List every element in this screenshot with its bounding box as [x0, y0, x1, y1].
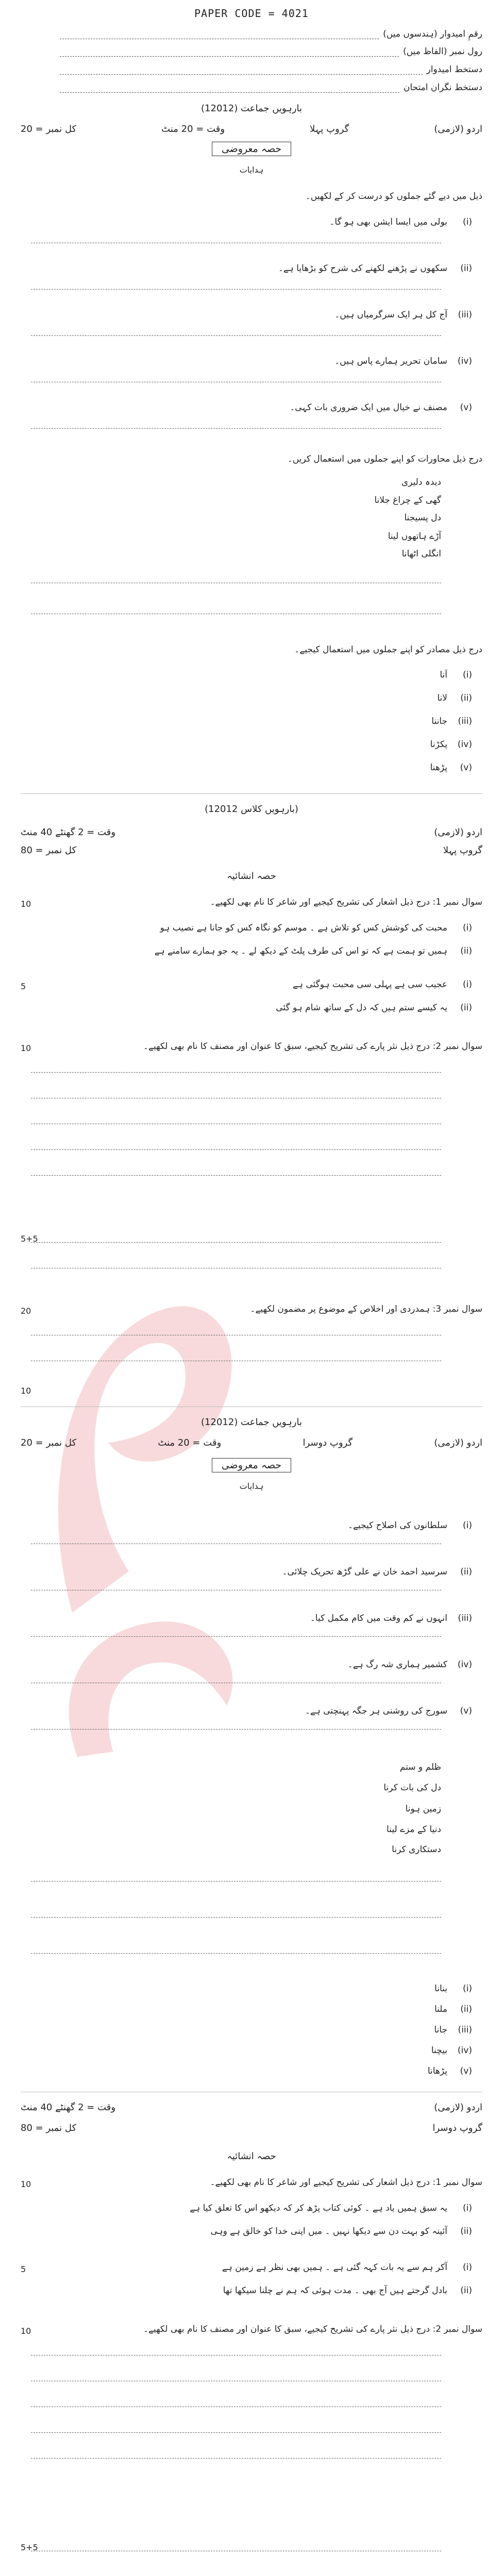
subj2-q1: سوال نمبر 1: درج ذیل اشعار کی تشریح کیجیے اور شاعر کا نام بھی لکھیے۔ [210, 2177, 482, 2188]
subj2-verse-1: (i)یہ سبق ہمیں یاد ہے ۔ کوئی کتاب پڑھ کر کہ دیکھو اس کا تعلق کیا ہے [190, 2203, 472, 2213]
objective-1-header [21, 124, 482, 134]
obj1-idiom-3: دل پسیجنا [404, 513, 441, 523]
obj1-verb-2: (ii)لانا [437, 693, 472, 703]
answer-line[interactable] [31, 1543, 441, 1544]
answer-line[interactable] [31, 1097, 441, 1098]
subj1-class-line: (بارہویں کلاس 12012) [205, 804, 298, 815]
answer-line[interactable] [31, 1175, 441, 1176]
paper-code: PAPER CODE = 4021 [194, 7, 309, 20]
obj2-instructions: ہدایات [239, 1481, 264, 1491]
obj1-verb-4: (iv)پکڑنا [430, 739, 472, 750]
obj2-group: گروپ دوسرا [303, 1437, 353, 1448]
answer-line[interactable] [31, 289, 441, 290]
obj1-idiom-2: گھی کے چراغ جلانا [374, 495, 441, 505]
subj2-verse-2: (ii)آئینہ کو بہت دن سے دیکھا نہیں ۔ میں اپنی خدا کو خالق ہے وہی [210, 2226, 472, 2236]
answer-line[interactable] [31, 1149, 441, 1150]
obj2-idiom-3: زمین ہونا [405, 1804, 441, 1814]
answer-line[interactable] [31, 613, 441, 614]
subj1-title: حصہ انشائیہ [227, 871, 276, 882]
candidate-signature-label: دستخط امیدوار [426, 64, 482, 75]
obj1-sentence-4: (iv)سامان تحریر ہمارے پاس ہیں۔ [334, 356, 472, 366]
answer-line[interactable] [31, 1072, 441, 1073]
obj1-idiom-1: دیدہ دلیری [401, 477, 441, 487]
obj2-verb-1: (i)بنانا [434, 1984, 472, 1994]
obj1-idiom-4: آڑے ہاتھوں لینا [388, 531, 441, 541]
subj1-subject: اردو (لازمی) [434, 827, 482, 838]
answer-line[interactable] [31, 582, 441, 583]
obj1-q3-intro: درج ذیل مصادر کو اپنے جملوں میں استعمال کیجیے۔ [294, 645, 482, 655]
subj2-group: گروپ دوسرا [432, 2123, 482, 2133]
subj1-time: وقت = 2 گھنٹے 40 منٹ [21, 827, 116, 838]
answer-line[interactable] [31, 2354, 441, 2355]
subj2-time: وقت = 2 گھنٹے 40 منٹ [21, 2102, 116, 2113]
answer-line[interactable] [31, 1953, 441, 1954]
candidate-signature-field[interactable] [60, 64, 482, 75]
subj1-q3: سوال نمبر 3: ہمدردی اور اخلاص کے موضوع پر مضمون لکھیے۔ [250, 1304, 482, 1314]
answer-line[interactable] [31, 1917, 441, 1918]
answer-line[interactable] [31, 1589, 441, 1590]
obj2-verb-2: (ii)ملنا [434, 2004, 472, 2014]
answer-line[interactable] [31, 2406, 441, 2407]
obj1-q1-intro: ذیل میں دیے گئے جملوں کو درست کر کے لکھیں۔ [305, 191, 482, 201]
subj1-group: گروپ پہلا [443, 845, 482, 856]
answer-line[interactable] [31, 1267, 441, 1268]
obj2-sentence-1: (i)سلطانوں کی اصلاح کیجیے۔ [348, 1520, 472, 1531]
obj1-group: گروپ پہلا [310, 124, 349, 134]
subj1-verse-2: (ii)ہمیں تو ہمت ہے کہ تو اس کی طرف پلٹ کے دیکھ لے ۔ یہ جو ہمارے سامنے ہے [154, 946, 472, 956]
subj2-total: کل نمبر = 80 [21, 2123, 77, 2133]
obj1-idiom-5: انگلی اٹھانا [401, 549, 441, 559]
obj1-instructions: ہدایات [239, 165, 264, 175]
subj1-marks-5: 20 [21, 1306, 31, 1316]
roll-number-label: رقمِ امیدوار (ہندسوں میں) [383, 29, 482, 39]
obj2-time: وقت = 20 منٹ [158, 1437, 222, 1448]
obj2-verb-3: (iii)جانا [434, 2025, 472, 2035]
answer-line[interactable] [31, 335, 441, 336]
obj2-sentence-5: (v)سورج کی روشنی ہر جگہ پہنچتی ہے۔ [305, 1706, 472, 1716]
obj1-sentence-1: (i)بولی میں ایسا ایشن بھی ہو گا۔ [329, 217, 472, 227]
subj1-marks-1: 10 [21, 899, 31, 909]
obj2-idiom-1: ظلم و ستم [399, 1762, 441, 1772]
roll-words-label: رول نمبر (الفاظ میں) [403, 46, 482, 57]
obj1-sentence-5: (v)مصنف نے خیال میں ایک ضروری بات کہی۔ [290, 402, 472, 413]
subj2-verse-3: (i)آکر ہم سے یہ بات کہہ گئی ہے ۔ ہمیں بھی نظر ہے زمین ہے [222, 2262, 472, 2273]
answer-line[interactable] [31, 381, 441, 382]
obj2-idiom-4: دنیا کے مزے لینا [387, 1824, 441, 1835]
answer-line[interactable] [31, 1682, 441, 1683]
subjective-1-header-2 [21, 845, 482, 856]
answer-line[interactable] [31, 1636, 441, 1637]
answer-line[interactable] [31, 1334, 441, 1335]
obj1-total: کل نمبر = 20 [21, 124, 77, 134]
supervisor-signature-field[interactable] [60, 82, 482, 93]
subjective-2-header [21, 2102, 482, 2113]
subj1-total: کل نمبر = 80 [21, 845, 77, 856]
obj1-sentence-2: (ii)سکھوں نے پڑھنے لکھنے کی شرح کو بڑھایا ہے۔ [278, 263, 472, 274]
answer-line[interactable] [31, 1123, 441, 1124]
subj1-q1: سوال نمبر 1: درج ذیل اشعار کی تشریح کیجیے اور شاعر کا نام بھی لکھیے۔ [210, 897, 482, 907]
answer-line[interactable] [31, 2380, 441, 2381]
answer-line[interactable] [31, 242, 441, 243]
answer-line[interactable] [31, 428, 441, 429]
obj1-sentence-3: (iii)آج کل ہر ایک سرگرمیاں ہیں۔ [334, 310, 472, 320]
subjective-1-header [21, 827, 482, 838]
obj2-total: کل نمبر = 20 [21, 1437, 77, 1448]
obj2-verb-4: (iv)بیچنا [431, 2045, 472, 2056]
obj1-q2-intro: درج ذیل محاورات کو اپنے جملوں میں استعمال کریں۔ [287, 454, 482, 464]
subj2-marks-2: 5 [21, 2264, 26, 2274]
subj2-title: حصہ انشائیہ [227, 2151, 276, 2162]
subj2-marks-1: 10 [21, 2179, 31, 2189]
obj2-title: حصہ معروضی [212, 1458, 291, 1472]
obj1-title: حصہ معروضی [212, 142, 291, 156]
subj2-q2: سوال نمبر 2: درج ذیل نثر پارے کی تشریح کیجیے، سبق کا عنوان اور مصنف کا نام بھی لکھیے۔ [143, 2324, 482, 2334]
obj2-sentence-2: (ii)سرسید احمد خان نے علی گڑھ تحریک چلائی۔ [282, 1567, 472, 1577]
class-line: بارہویں جماعت (12012) [201, 103, 302, 114]
answer-line[interactable] [31, 2458, 441, 2459]
subj1-verse-1: (i)محبت کی کوشش کس کو تلاش ہے ۔ موسم کو نگاہ کس کو جانا ہے نصیب ہو [160, 923, 472, 933]
subj2-verse-4: (ii)بادل گرجتے ہیں آج بھی ۔ مدت ہوئی کہ ہم نے چلنا سیکھا تھا [223, 2285, 472, 2296]
obj1-verb-5: (v)پڑھنا [430, 762, 472, 773]
subj1-q2: سوال نمبر 2: درج ذیل نثر پارے کی تشریح کیجیے، سبق کا عنوان اور مصنف کا نام بھی لکھیے۔ [143, 1041, 482, 1052]
subj1-marks-2: 5 [21, 981, 26, 991]
subj1-verse-3: (i)عجیب سی ہے پہلی سی محبت ہوگئی ہے [293, 979, 472, 990]
obj2-class-line: بارہویں جماعت (12012) [201, 1417, 302, 1428]
obj1-time: وقت = 20 منٹ [161, 124, 225, 134]
roll-number-field[interactable] [60, 28, 482, 39]
obj2-sentence-4: (iv)کشمیر ہماری شہ رگ ہے۔ [347, 1659, 472, 1670]
answer-line[interactable] [31, 1242, 441, 1243]
obj1-verb-3: (iii)جاننا [431, 716, 472, 726]
subj1-marks-4: 5+5 [21, 1234, 38, 1244]
answer-line[interactable] [31, 1360, 441, 1361]
section-divider [21, 1406, 482, 1407]
obj2-sentence-3: (iii)انہوں نے کم وقت میں کام مکمل کیا۔ [310, 1613, 472, 1623]
subjective-2-header-2 [21, 2123, 482, 2133]
answer-line[interactable] [31, 2432, 441, 2433]
obj2-verb-5: (v)پڑھانا [427, 2066, 472, 2076]
obj1-verb-1: (i)آنا [440, 670, 472, 680]
obj2-subject: اردو (لازمی) [434, 1437, 482, 1448]
obj2-idiom-5: دستکاری کرنا [392, 1844, 441, 1855]
subj2-marks-4: 5+5 [21, 2543, 38, 2552]
subj2-marks-3: 10 [21, 2326, 31, 2336]
obj1-subject: اردو (لازمی) [434, 124, 482, 134]
answer-line[interactable] [31, 2550, 441, 2551]
subj1-marks-6: 10 [21, 1386, 31, 1396]
supervisor-signature-label: دستخط نگران امتحان [403, 82, 482, 93]
obj2-idiom-2: دل کی بات کرنا [383, 1783, 441, 1793]
subj1-marks-3: 10 [21, 1043, 31, 1053]
objective-2-header [21, 1437, 482, 1448]
subj1-verse-4: (ii)یہ کیسے ستم ہیں کہ دل کے ساتھ شام ہو گئی [276, 1003, 472, 1013]
answer-line[interactable] [31, 1728, 441, 1730]
answer-line[interactable] [31, 1880, 441, 1882]
subj2-subject: اردو (لازمی) [434, 2102, 482, 2113]
section-divider [21, 793, 482, 794]
roll-words-field[interactable] [60, 46, 482, 57]
